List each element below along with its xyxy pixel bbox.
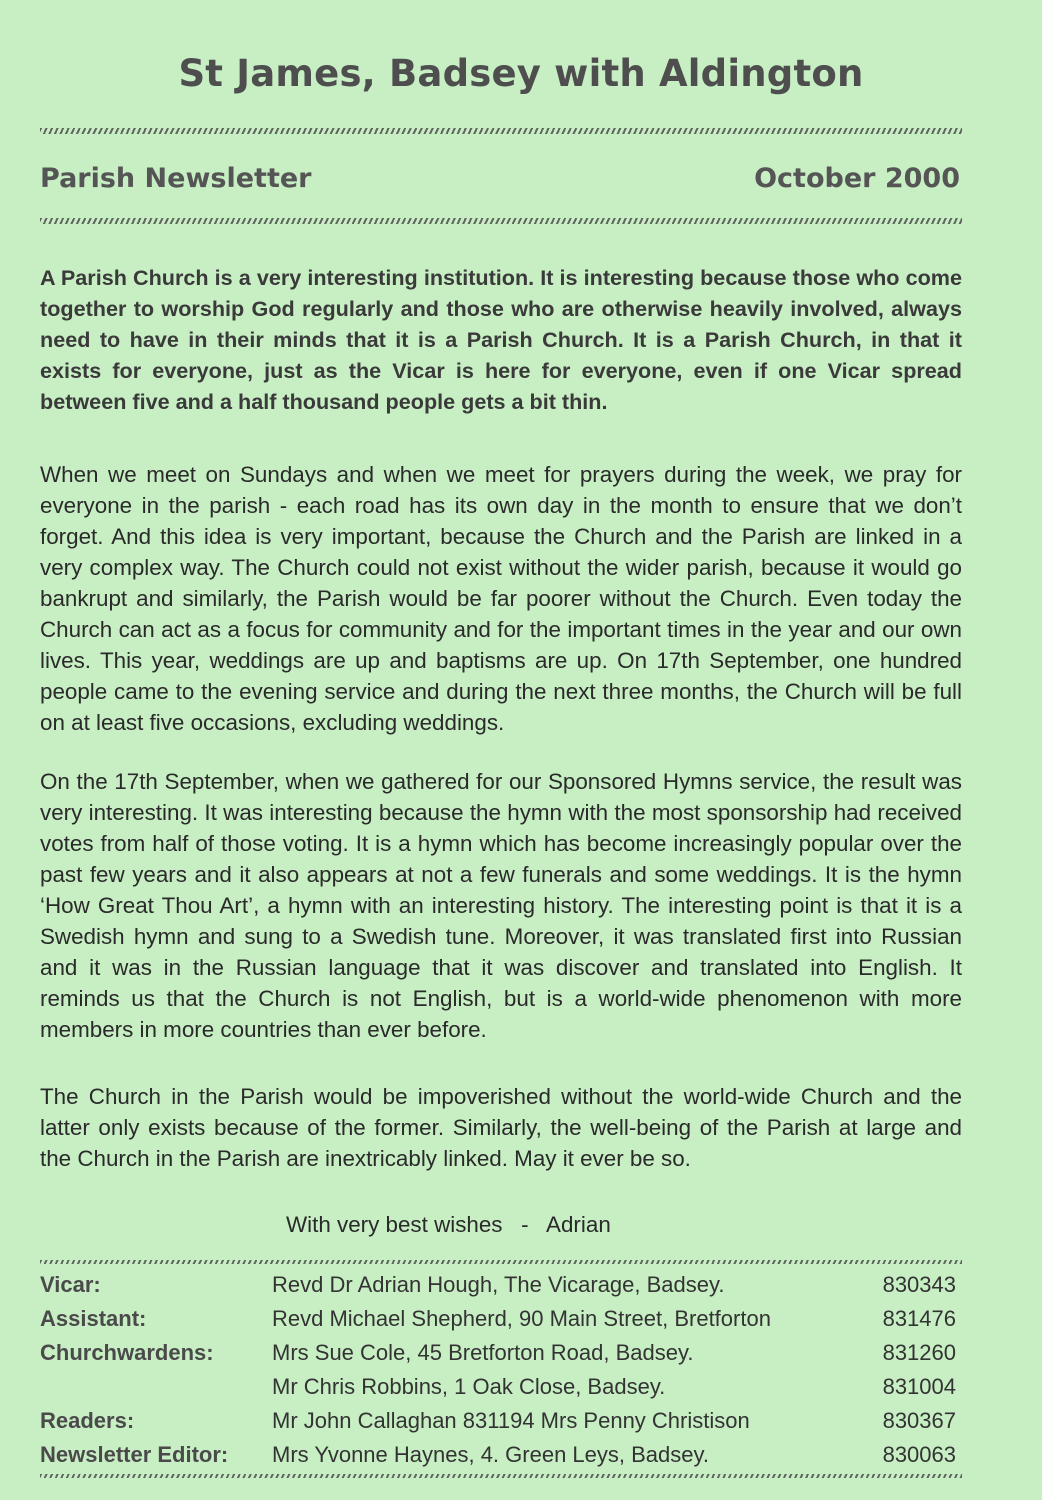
contact-role: Churchwardens: — [40, 1340, 214, 1365]
contact-detail: Mrs Sue Cole, 45 Bretforton Road, Badsey. — [272, 1340, 694, 1365]
contact-phone: 830367 — [882, 1408, 956, 1433]
contact-phone: 831004 — [882, 1374, 956, 1399]
contact-row-vicar — [40, 1268, 962, 1302]
divider-contacts-bottom — [40, 1474, 962, 1478]
contact-phone: 831476 — [882, 1306, 956, 1331]
contact-detail: Revd Dr Adrian Hough, The Vicarage, Badsey. — [272, 1272, 725, 1297]
contacts-table — [40, 1268, 962, 1472]
intro-paragraph: A Parish Church is a very interesting institution. It is interesting because those who come together to worship God regularly and those who are otherwise heavily involved, always need to have in their minds that it is a Parish Church. It is a Parish Church, in that it exists for everyone, just as the Vicar is here for everyone, even if one Vicar spread between five and a half thousand people gets a bit thin. — [40, 265, 962, 414]
contact-row-churchwarden-1 — [40, 1336, 962, 1370]
contact-role: Vicar: — [40, 1272, 101, 1297]
page-title: St James, Badsey with Aldington — [178, 52, 864, 95]
contact-phone: 831260 — [882, 1340, 956, 1365]
contact-detail: Mrs Yvonne Haynes, 4. Green Leys, Badsey. — [272, 1442, 709, 1467]
contact-role: Newsletter Editor: — [40, 1442, 229, 1467]
contact-phone: 830063 — [882, 1442, 956, 1467]
contact-row-readers — [40, 1404, 962, 1438]
contact-row-churchwarden-2 — [40, 1370, 962, 1404]
divider-under-header — [40, 218, 962, 224]
paragraph-closing: The Church in the Parish would be impoverished without the world-wide Church and the latter only exists because of the former. Similarly, the well-being of the Parish at large and the Church in the Parish are inextricably linked. May it ever be so. — [40, 1084, 962, 1171]
divider-top — [40, 128, 962, 134]
contact-row-editor — [40, 1438, 962, 1472]
issue-date: October 2000 — [754, 163, 960, 194]
paragraph-prayers: When we meet on Sundays and when we meet for prayers during the week, we pray for everyone in the parish - each road has its own day in the month to ensure that we don’t forget. And this idea is very important, because the Church and the Parish are linked in a very complex way. The Church could not exist without the wider parish, because it would go bankrupt and similarly, the Parish would be far poorer without the Church. Even today the Church can act as a focus for community and for the important times in the year and our own lives. This year, weddings are up and baptisms are up. On 17th September, one hundred people came to the evening service and during the next three months, the Church will be full on at least five occasions, excluding weddings. — [40, 462, 962, 735]
newsletter-label: Parish Newsletter — [40, 163, 312, 194]
contact-detail: Revd Michael Shepherd, 90 Main Street, Bretforton — [272, 1306, 771, 1331]
contact-role: Readers: — [40, 1408, 135, 1433]
divider-contacts-top — [40, 1260, 962, 1264]
signoff: With very best wishes - Adrian — [286, 1212, 611, 1237]
contact-detail: Mr John Callaghan 831194 Mrs Penny Christison — [272, 1408, 750, 1433]
paragraph-hymns: On the 17th September, when we gathered for our Sponsored Hymns service, the result was very interesting. It was interesting because the hymn with the most sponsorship had received votes from half of those voting. It is a hymn which has become increasingly popular over the past few years and it also appears at not a few funerals and some weddings. It is the hymn ‘How Great Thou Art’, a hymn with an interesting history. The interesting point is that it is a Swedish hymn and sung to a Swedish tune. Moreover, it was translated first into Russian and it was in the Russian language that it was discover and translated into English. It reminds us that the Church is not English, but is a world-wide phenomenon with more members in more countries than ever before. — [40, 769, 962, 1042]
contact-role — [40, 1370, 272, 1404]
contact-row-assistant — [40, 1302, 962, 1336]
contact-role: Assistant: — [40, 1306, 147, 1331]
contact-phone: 830343 — [882, 1272, 956, 1297]
contact-detail: Mr Chris Robbins, 1 Oak Close, Badsey. — [272, 1374, 666, 1399]
